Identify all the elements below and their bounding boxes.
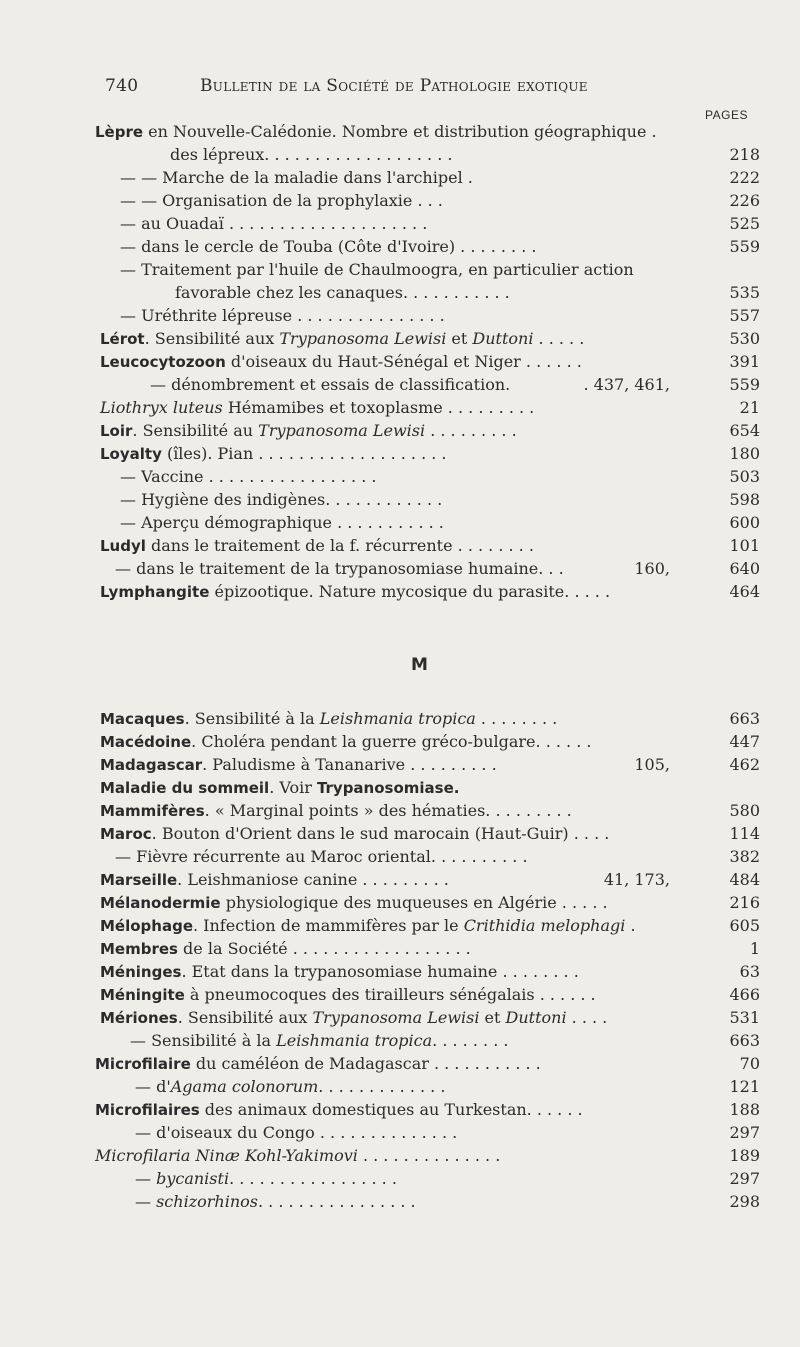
index-entry [95, 799, 760, 822]
entry-description: — Aperçu démographique . . . . . . . . . . . [120, 513, 444, 532]
entry-keyword: Trypanosomiase. [316, 779, 460, 797]
entry-italic-term: bycanisti [156, 1169, 230, 1188]
entry-description: . . . . . . . . . . . . . . . . . [229, 1169, 397, 1188]
entry-keyword: Lymphangite [100, 583, 210, 601]
entry-page-number: 189 [729, 1146, 760, 1165]
index-entry [95, 1052, 760, 1075]
entry-page-number: 535 [729, 283, 760, 302]
entry-description: . Voir [269, 778, 317, 797]
entry-keyword: Mériones [100, 1009, 178, 1027]
entry-description: — — Organisation de la prophylaxie . . . [120, 191, 443, 210]
entry-keyword: Mélanodermie [100, 894, 221, 912]
index-entry [95, 166, 760, 189]
index-entry [95, 465, 760, 488]
entry-description: du caméléon de Madagascar . . . . . . . . . . . [190, 1054, 541, 1073]
entry-keyword: Lèpre [95, 123, 144, 141]
entry-description: . Leishmaniose canine . . . . . . . . . [177, 870, 449, 889]
entry-text [100, 960, 579, 984]
index-entries-l [95, 120, 760, 603]
entry-text [175, 281, 510, 304]
entry-text [100, 350, 582, 374]
index-entry [95, 442, 760, 465]
entry-keyword: Lérot [100, 330, 145, 348]
index-entry [95, 1006, 760, 1029]
index-entry [95, 511, 760, 534]
entry-extra-pages: 160, [634, 559, 670, 578]
index-entry [95, 868, 760, 891]
entry-keyword: Macédoine [100, 733, 192, 751]
index-entry [95, 730, 760, 753]
entry-extra-pages: 105, [634, 755, 670, 774]
entry-keyword: Méninges [100, 963, 182, 981]
index-entry [95, 488, 760, 511]
entry-page-number: 121 [729, 1077, 760, 1096]
index-entry [95, 189, 760, 212]
entry-description: d'oiseaux du Haut-Sénégal et Niger . . . . . . [225, 352, 582, 371]
entry-description: — Hygiène des indigènes. . . . . . . . . . . . [120, 490, 443, 509]
entry-page-number: 640 [729, 559, 760, 578]
pages-column-label: PAGES [705, 108, 748, 122]
entry-page-number: 605 [729, 916, 760, 935]
entry-italic-term: Leishmania tropica [319, 709, 476, 728]
entry-text [100, 396, 534, 419]
entry-text [100, 419, 517, 443]
entry-description: . Sensibilité au [132, 421, 259, 440]
entry-description: . . . . . [533, 329, 585, 348]
entry-text [95, 1144, 500, 1167]
index-entry [95, 1167, 760, 1190]
index-entry [95, 1190, 760, 1213]
running-title: Bulletin de la Société de Pathologie exotique [200, 76, 588, 96]
index-entry [95, 396, 760, 419]
entry-description: . Sensibilité aux [177, 1008, 313, 1027]
entry-keyword: Microfilaires [95, 1101, 200, 1119]
entry-italic-term: Trypanosoma Lewisi [258, 421, 426, 440]
entry-description: . [625, 916, 636, 935]
entry-description: des lépreux. . . . . . . . . . . . . . . . . . . [170, 145, 453, 164]
entry-page-number: 484 [729, 870, 760, 889]
entry-italic-term: Duttoni [505, 1008, 567, 1027]
index-entry [95, 960, 760, 983]
index-entry [95, 580, 760, 603]
entry-text [100, 442, 447, 466]
entry-text [100, 327, 584, 351]
entry-page-number: 222 [729, 168, 760, 187]
entry-text [120, 304, 445, 327]
page-number: 740 [105, 76, 139, 96]
entry-keyword: Maladie du sommeil [100, 779, 270, 797]
entry-page-number: 447 [729, 732, 760, 751]
entry-keyword: Microfilaire [95, 1055, 191, 1073]
entry-description: (îles). Pian . . . . . . . . . . . . . . . . . . . [161, 444, 447, 463]
index-entry [95, 304, 760, 327]
entry-extra-pages: 41, 173, [603, 870, 670, 889]
entry-page-number: 525 [729, 214, 760, 233]
entry-description: — d' [135, 1077, 171, 1096]
entry-text [100, 891, 608, 915]
entry-text [95, 1098, 583, 1122]
entry-page-number: 218 [729, 145, 760, 164]
entry-text [115, 845, 528, 868]
index-entry [95, 1075, 760, 1098]
entry-page-number: 654 [729, 421, 760, 440]
entry-text [120, 488, 442, 511]
entry-text [115, 557, 564, 580]
entry-page-number: 559 [729, 375, 760, 394]
entry-text [100, 580, 610, 604]
index-entry [95, 822, 760, 845]
entry-description: Hémamibes et toxoplasme . . . . . . . . . [222, 398, 535, 417]
entry-description: . . . . . . . . [432, 1031, 509, 1050]
entry-page-number: 598 [729, 490, 760, 509]
entry-text [100, 937, 471, 961]
entry-italic-term: Trypanosoma Lewisi [312, 1008, 480, 1027]
index-entry [95, 753, 760, 776]
entry-text [100, 730, 591, 754]
index-entry [95, 1098, 760, 1121]
entry-page-number: 559 [729, 237, 760, 256]
entry-keyword: Mélophage [100, 917, 193, 935]
entry-italic-term: Liothryx luteus [100, 398, 223, 417]
index-entry [95, 845, 760, 868]
entry-description: de la Société . . . . . . . . . . . . . . . . . . [177, 939, 471, 958]
entry-page-number: 63 [739, 962, 760, 981]
entry-description: . . . . . . . . . . . . . . . . [257, 1192, 416, 1211]
entry-page-number: 600 [729, 513, 760, 532]
entry-description: — dans le traitement de la trypanosomiase humaine. . . [115, 559, 564, 578]
entry-description: favorable chez les canaques. . . . . . . . . . . [175, 283, 510, 302]
index-entry [95, 914, 760, 937]
entry-description: . « Marginal points » des hématies. . . . . . . . . [204, 801, 572, 820]
entry-text [100, 822, 609, 846]
index-entry [95, 281, 760, 304]
entry-description: — Sensibilité à la [130, 1031, 277, 1050]
entry-description: . . . . . . . . . . . . . [318, 1077, 446, 1096]
entry-text [100, 753, 497, 777]
entry-page-number: 114 [729, 824, 760, 843]
entry-description: . . . . . . . . . [425, 421, 517, 440]
entry-description: à pneumocoques des tirailleurs sénégalais . . . . . . [184, 985, 596, 1004]
entry-page-number: 503 [729, 467, 760, 486]
entry-page-number: 530 [729, 329, 760, 348]
entry-keyword: Madagascar [100, 756, 203, 774]
entry-keyword: Marseille [100, 871, 178, 889]
entry-text [120, 189, 443, 212]
index-entry [95, 937, 760, 960]
entry-description: — Vaccine . . . . . . . . . . . . . . . . . [120, 467, 377, 486]
index-entry [95, 1029, 760, 1052]
entry-description: — dans le cercle de Touba (Côte d'Ivoire) . . . . . . . . [120, 237, 537, 256]
index-entry [95, 327, 760, 350]
index-entry [95, 707, 760, 730]
index-entry [95, 419, 760, 442]
entry-description: — Fièvre récurrente au Maroc oriental. . . . . . . . . . [115, 847, 528, 866]
entry-text [95, 120, 657, 144]
index-entry [95, 120, 760, 143]
entry-description: des animaux domestiques au Turkestan. . . . . . [199, 1100, 583, 1119]
entry-text [100, 868, 449, 892]
entry-description: . Etat dans la trypanosomiase humaine . . . . . . . . [181, 962, 579, 981]
index-entry [95, 983, 760, 1006]
entry-description: . Sensibilité aux [144, 329, 280, 348]
entry-description: — [135, 1169, 157, 1188]
entry-page-number: 297 [729, 1123, 760, 1142]
entry-text [100, 776, 459, 800]
index-entry [95, 891, 760, 914]
entry-keyword: Loyalty [100, 445, 162, 463]
entry-description: dans le traitement de la f. récurrente . . . . . . . . [145, 536, 534, 555]
index-entry [95, 212, 760, 235]
entry-description: . Choléra pendant la guerre gréco-bulgare. . . . . . [191, 732, 592, 751]
entry-text [100, 799, 572, 823]
entry-description: — dénombrement et essais de classification. [150, 375, 511, 394]
entry-text [100, 534, 534, 558]
entry-description: et [479, 1008, 506, 1027]
entry-italic-term: Crithidia melophagi [463, 916, 626, 935]
entry-page-number: 70 [739, 1054, 760, 1073]
entry-keyword: Ludyl [100, 537, 146, 555]
entry-page-number: 663 [729, 709, 760, 728]
index-entry [95, 350, 760, 373]
entry-keyword: Leucocytozoon [100, 353, 226, 371]
entry-page-number: 180 [729, 444, 760, 463]
entry-description: . Sensibilité à la [184, 709, 320, 728]
entry-italic-term: Trypanosoma Lewisi [279, 329, 447, 348]
entry-description: — d'oiseaux du Congo . . . . . . . . . . . . . . [135, 1123, 458, 1142]
entry-text [100, 983, 596, 1007]
entry-page-number: 216 [729, 893, 760, 912]
entry-text [120, 212, 427, 235]
entry-text [100, 707, 557, 731]
index-entry [95, 258, 760, 281]
entry-description: . Paludisme à Tananarive . . . . . . . . . [202, 755, 497, 774]
index-entry [95, 235, 760, 258]
entry-text [120, 258, 634, 281]
entry-page-number: 531 [729, 1008, 760, 1027]
entry-text [135, 1167, 397, 1190]
entry-description: — [135, 1192, 157, 1211]
entry-text [100, 914, 636, 938]
entry-page-number: 391 [729, 352, 760, 371]
entry-page-number: 101 [729, 536, 760, 555]
entry-italic-term: Microfilaria Ninæ Kohl-Yakimovi [95, 1146, 358, 1165]
entry-page-number: 464 [729, 582, 760, 601]
entry-keyword: Macaques [100, 710, 185, 728]
entry-keyword: Méningite [100, 986, 185, 1004]
entry-text [120, 511, 444, 534]
entry-page-number: 663 [729, 1031, 760, 1050]
entry-description: et [446, 329, 473, 348]
entry-description: — Traitement par l'huile de Chaulmoogra, en particulier action [120, 260, 634, 279]
entry-page-number: 298 [729, 1192, 760, 1211]
entry-text [150, 373, 510, 396]
entry-description: — — Marche de la maladie dans l'archipel . [120, 168, 473, 187]
index-entry [95, 776, 760, 799]
entry-keyword: Membres [100, 940, 178, 958]
entry-text [120, 235, 536, 258]
entry-description: . . . . . . . . . . . . . . [357, 1146, 501, 1165]
entry-page-number: 188 [729, 1100, 760, 1119]
entry-text [120, 166, 473, 189]
entry-page-number: 462 [729, 755, 760, 774]
entry-page-number: 382 [729, 847, 760, 866]
entry-description: épizootique. Nature mycosique du parasite. . . . . [209, 582, 611, 601]
entry-text [170, 143, 452, 166]
index-entry [95, 1144, 760, 1167]
entry-text [135, 1121, 457, 1144]
index-entries-m [95, 707, 760, 1213]
entry-description: . Bouton d'Orient dans le sud marocain (Haut-Guir) . . . . [151, 824, 610, 843]
entry-text [135, 1075, 445, 1098]
entry-italic-term: Leishmania tropica [276, 1031, 433, 1050]
entry-description: . . . . . . . . [475, 709, 558, 728]
entry-page-number: 580 [729, 801, 760, 820]
entry-page-number: 1 [749, 939, 760, 958]
index-entry [95, 373, 760, 396]
entry-page-number: 557 [729, 306, 760, 325]
entry-page-number: 466 [729, 985, 760, 1004]
index-entry [95, 557, 760, 580]
index-entry [95, 1121, 760, 1144]
entry-extra-pages: . 437, 461, [583, 375, 670, 394]
entry-page-number: 297 [729, 1169, 760, 1188]
entry-description: — au Ouadaï . . . . . . . . . . . . . . . . . . . . [120, 214, 428, 233]
entry-keyword: Maroc [100, 825, 152, 843]
entry-description: physiologique des muqueuses en Algérie . . . . . [220, 893, 608, 912]
entry-page-number: 226 [729, 191, 760, 210]
entry-description: . . . . [566, 1008, 608, 1027]
entry-text [130, 1029, 508, 1052]
entry-italic-term: Agama colonorum [170, 1077, 319, 1096]
entry-text [95, 1052, 541, 1076]
entry-description: en Nouvelle-Calédonie. Nombre et distribution géographique . [143, 122, 657, 141]
entry-text [135, 1190, 416, 1213]
entry-description: — Uréthrite lépreuse . . . . . . . . . . . . . . . [120, 306, 445, 325]
entry-keyword: Loir [100, 422, 133, 440]
entry-text [120, 465, 376, 488]
index-entry [95, 534, 760, 557]
entry-keyword: Mammifères [100, 802, 205, 820]
entry-text [100, 1006, 607, 1030]
entry-italic-term: Duttoni [472, 329, 534, 348]
entry-page-number: 21 [739, 398, 760, 417]
entry-italic-term: schizorhinos [156, 1192, 258, 1211]
entry-description: . Infection de mammifères par le [193, 916, 464, 935]
index-entry [95, 143, 760, 166]
section-letter: M [411, 655, 428, 675]
